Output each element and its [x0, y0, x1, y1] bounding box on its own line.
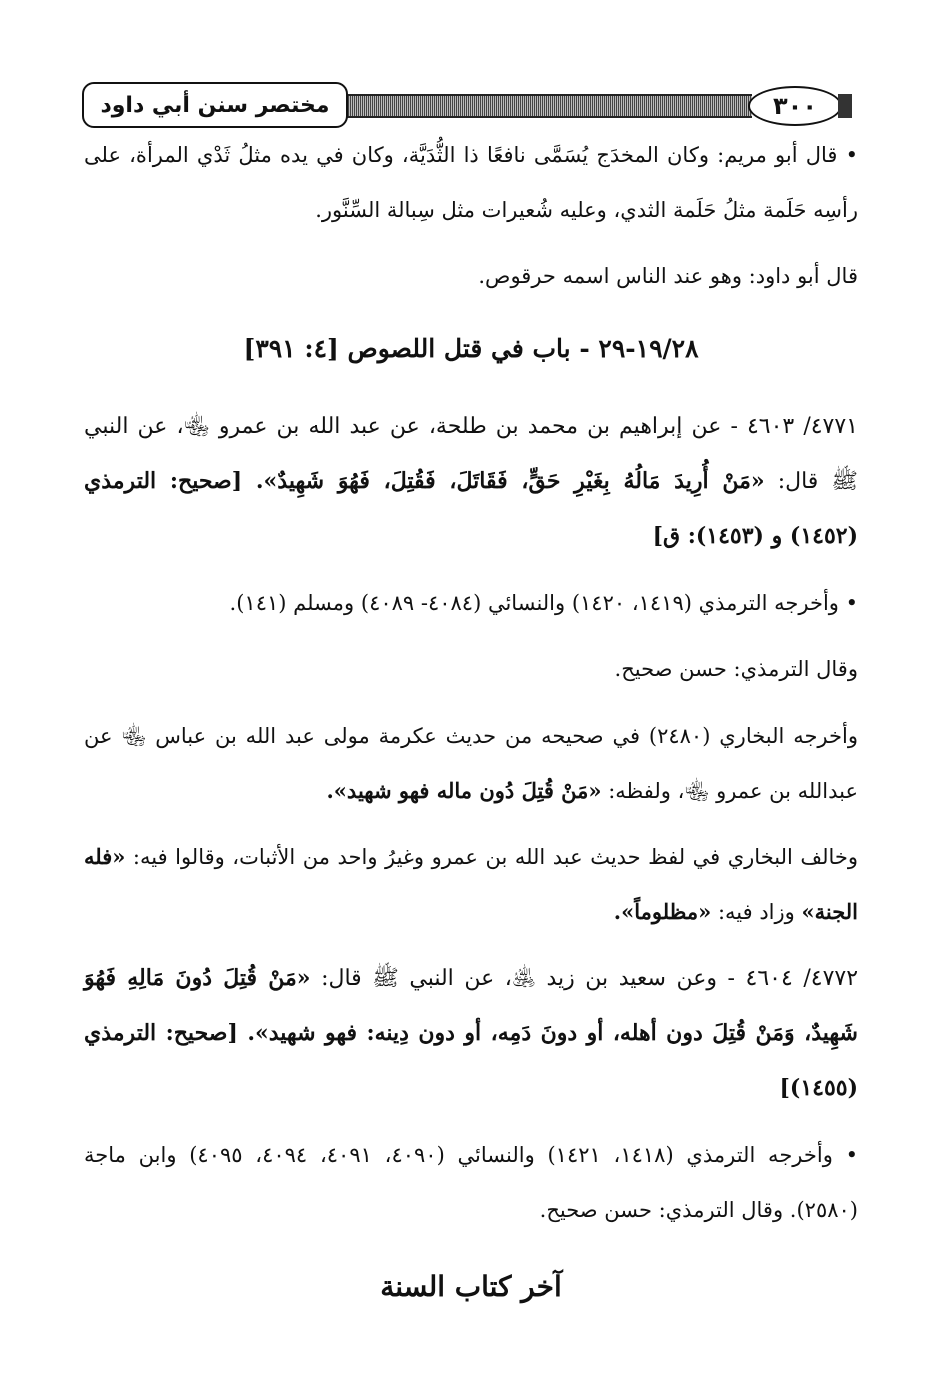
note: • وأخرجه الترمذي (١٤١٩، ١٤٢٠) والنسائي (٤٠٨٤- ٤٠٨٩) ومسلم (١٤١). — [229, 590, 858, 615]
note-quote: «فله الجنة» — [84, 844, 858, 924]
hadith-intro: ٤٧٧١/ ٤٦٠٣ - عن إبراهيم بن محمد بن طلحة، عن عبد الله بن عمرو ﵄، عن النبي ﷺ قال: — [84, 413, 858, 494]
hadith-entry — [84, 951, 858, 1116]
book-end-title: آخر كتاب السنة — [380, 1270, 562, 1303]
note — [84, 830, 858, 939]
page-number: ٣٠٠ — [748, 86, 842, 126]
hadith-text: «مَنْ قُتِلَ دُونَ مَالِهِ فَهُوَ شَهِيدٌ، وَمَنْ قُتِلَ دون أهله، أو دونَ دَمِه، أو دون دِينه: فهو شهيد». [صحيح: الترمذي (١٤٥٥)] — [84, 965, 858, 1102]
paragraph: • قال أبو مريم: وكان المخدَج يُسَمَّى نافعًا ذا الثُّدَيَّة، وكان في يده مثلُ ثَدْي المرأة، على رأسِه حَلَمة مثلُ حَلَمة الثدي، وعليه شُعيرات مثل سِبالة السِّنَّور. — [84, 143, 858, 222]
hadith-entry — [84, 399, 858, 564]
note: وقال الترمذي: حسن صحيح. — [614, 657, 858, 682]
section-heading: ١٩/٢٨-٢٩ - باب في قتل اللصوص [٤: ٣٩١] — [243, 333, 699, 363]
note-text: وخالف البخاري في لفظ حديث عبد الله بن عمرو وغيرُ واحد من الأثبات، وقالوا فيه: — [125, 845, 858, 870]
hadith-text: «مَنْ أُرِيدَ مَالُهُ بِغَيْرِ حَقٍّ، فَقَاتَلَ، فَقُتِلَ، فَهُوَ شَهِيدٌ». [صحيح: الترمذي (١٤٥٢) و (١٤٥٣): ق] — [84, 467, 858, 549]
note-text: وأخرجه البخاري (٢٤٨٠) في صحيحه من حديث عكرمة مولى عبد الله بن عباس ﵄ عن عبدالله بن عمرو ﵄، ولفظه: — [84, 723, 858, 803]
book-title: مختصر سنن أبي داود — [82, 82, 348, 128]
header-rule — [332, 94, 752, 118]
note: • وأخرجه الترمذي (١٤١٨، ١٤٢١) والنسائي (٤٠٩٠، ٤٠٩١، ٤٠٩٤، ٤٠٩٥) وابن ماجة (٢٥٨٠). وقال الترمذي: حسن صحيح. — [84, 1143, 858, 1222]
note-quote: «مَنْ قُتِلَ دُون ماله فهو شهيد». — [326, 777, 602, 803]
note — [84, 709, 858, 818]
header-rule-end — [838, 94, 852, 118]
page-header — [82, 82, 852, 130]
note-text: وزاد فيه: — [711, 899, 802, 924]
hadith-intro: ٤٧٧٢/ ٤٦٠٤ - وعن سعيد بن زيد ﵁، عن النبي ﷺ قال: — [310, 966, 859, 992]
page-body — [84, 128, 858, 1250]
note-quote: «مظلوماً». — [613, 898, 712, 924]
paragraph: قال أبو داود: وهو عند الناس اسمه حرقوص. — [478, 264, 858, 289]
